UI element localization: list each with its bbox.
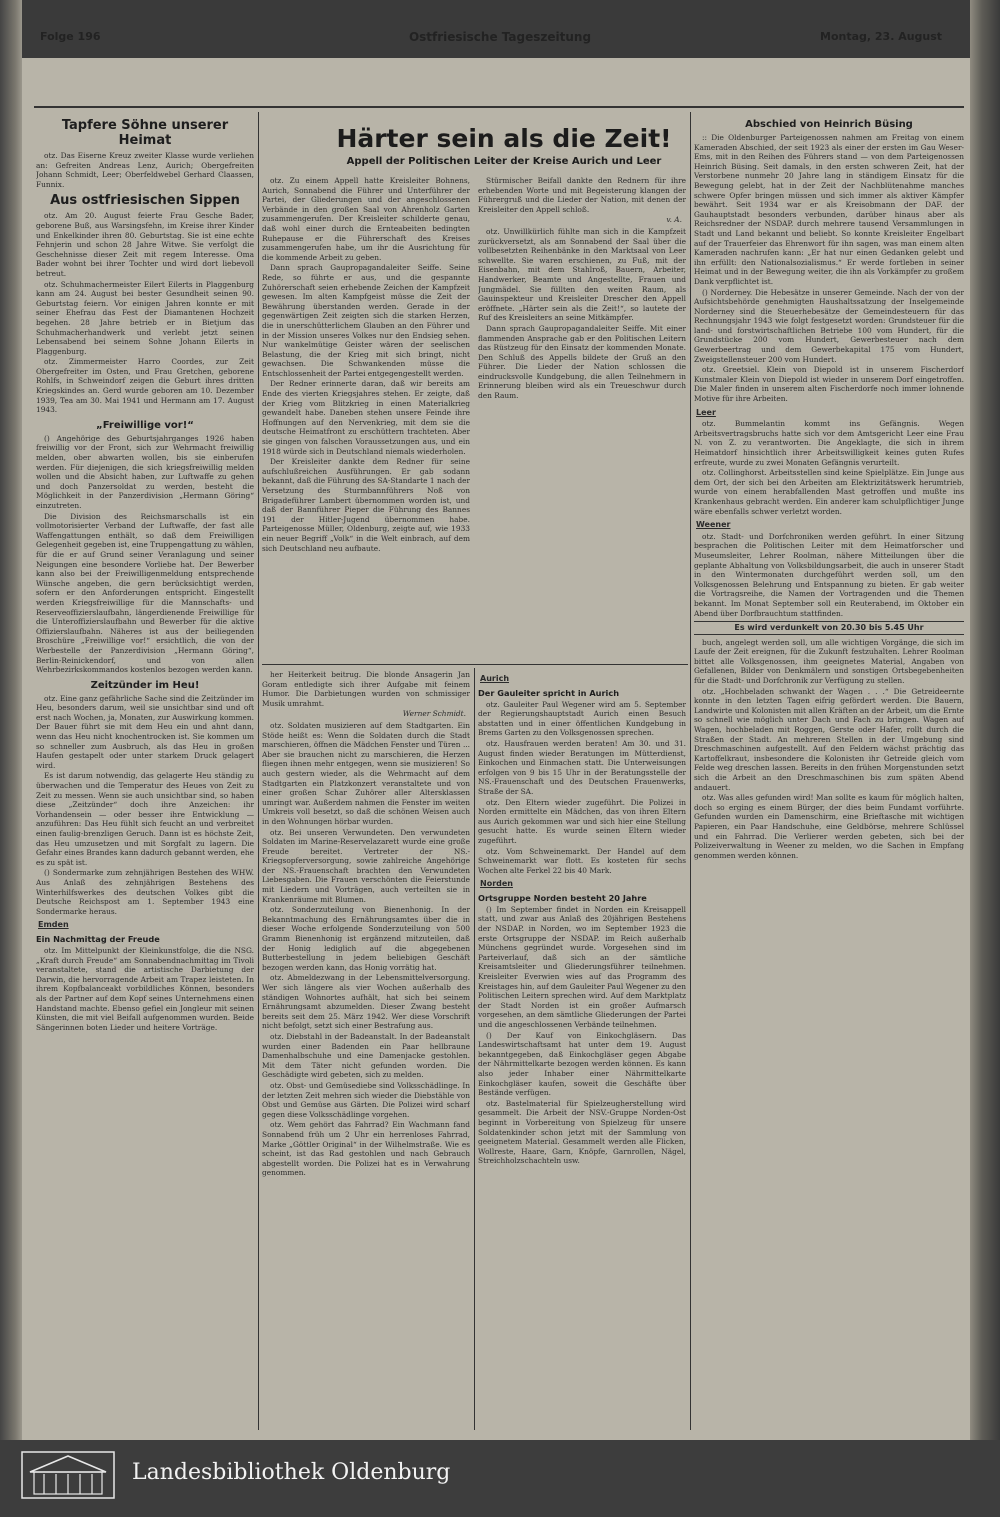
article-text: otz. Abmeldezwang in der Lebensmittelversorgung. Wer sich längere als vier Wochen außerhalb des ständigen Wohnortes aufhält, hat sich bei seinem Ernährungsamt abzumelden. Dieser Zwang besteht bereits seit dem 25. März 1942. Wer diese Vorschrift nicht befolgt, setzt sich einer Bestrafung aus. [262, 973, 470, 1031]
column-center-right [478, 670, 686, 1430]
section-label: Emden [38, 920, 69, 930]
article-text: otz. Bastelmaterial für Spielzeugherstellung wird gesammelt. Die Arbeit der NSV.-Gruppe Norden-Ost beginnt in Vorbereitung von Spielzeug für unsere Soldatenkinder schon jetzt mit der Sammlung von geeignetem Material. Gesammelt werden alle Flicken, Wollreste, Haare, Garn, Knöpfe, Garnrollen, Nägel, Streichholzschachteln usw. [478, 1098, 686, 1166]
article-text: otz. Das Eiserne Kreuz zweiter Klasse wurde verliehen an: Gefreiten Andreas Lenz, Aurich; Obergefreiten Johann Schmidt, Leer; Oberfeldwebel Gerhard Claassen, Funnix. [36, 151, 254, 189]
masthead-rule [34, 106, 964, 108]
article-text: otz. Was alles gefunden wird! Man sollte es kaum für möglich halten, doch so erging es einem Bürger, der dies beim Fundamt vorführte. Gefunden wurden ein Damenschirm, eine Brieftasche mit wichtigen Papieren, ein Paar Handschuhe, eine Geldbörse, mehrere Schlüssel und ein Fahrrad. Die Verlierer werden gebeten, sich bei der Polizeiverwaltung in Weener zu melden, wo die Sachen in Empfang genommen werden können. [694, 793, 964, 860]
article-text: Stürmischer Beifall dankte den Rednern für ihre erhebenden Worte und mit Begeisterung klangen der Führergruß und die Lieder der Nation, mit denen der Kreisleiter den Appell schloß. [478, 176, 686, 214]
section-label: Norden [480, 879, 513, 889]
column-rule [690, 112, 691, 1430]
article-headline: Ortsgruppe Norden besteht 20 Jahre [478, 892, 647, 903]
article-headline: Abschied von Heinrich Büsing [745, 119, 913, 130]
article-text: otz. Bei unseren Verwundeten. Den verwundeten Soldaten im Marine-Reservelazarett wurde eine große Freude bereitet. Vertreter der NS.-Kriegsopferversorgung, sowie zahlreiche Angehörige der NS.-Frauenschaft brachten den Verwundeten Liebesgaben. Die Frauen verschönten die Feierstunde mit Liedern und Vorträgen, auch verteilten sie in Krankenräume mit Blumen. [262, 827, 470, 904]
article-text: otz. Gauleiter Paul Wegener wird am 5. September der Regierungshauptstadt Aurich einen Besuch abstatten und in einer öffentlichen Kundgebung in Brems Garten zu den Volksgenossen sprechen. [478, 699, 686, 738]
library-name: Landesbibliothek Oldenburg [132, 1460, 451, 1485]
article-text: otz. Stadt- und Dorfchroniken werden geführt. In einer Sitzung besprachen die Politischen Leiter mit dem Heimatforscher und Museumsleiter, Lehrer Roolman, nähere Mitteilungen über die geplante Abhaltung von Volksbildungsarbeit, die auch in unserer Stadt in den Wintermonaten durchgeführt werden soll, um den Volksgenossen Belehrung und Entspannung zu bieten. Er gab weiter die Vortragsreihe, die Namen der Vortragenden und die Themen bekannt. Im Monat September soll ein Reuterabend, im Oktober ein Abend über Dorfbrauchtum stattfinden. [694, 531, 964, 618]
byline: v. A. [666, 215, 682, 225]
page-edge [970, 0, 1000, 1440]
article-headline: Ein Nachmittag der Freude [36, 933, 160, 944]
article-text: otz. Obst- und Gemüsediebe sind Volksschädlinge. In der letzten Zeit mehren sich wieder die Diebstähle von Obst und Gemüse aus Gärten. Die Polizei wird scharf gegen diese Volksschädlinge vorgehen. [262, 1080, 470, 1119]
article-text: () Der Kauf von Einkochgläsern. Das Landeswirtschaftsamt hat unter dem 19. August bekanntgegeben, daß Einkochgläser gegen Abgabe der Nährmittelkarte bezogen werden können. Es kann also jeder Inhaber einer Nährmittelkarte Einkochgläser kaufen, soweit die Geschäfte über Bestände verfügen. [478, 1030, 686, 1098]
article-text: otz. Wem gehört das Fahrrad? Ein Wachmann fand Sonnabend früh um 2 Uhr ein herrenloses Fahrrad, Marke „Göttler Original“ in der Wilhelmstraße. Wie es scheint, ist das Rad gestohlen und nach Gebrauch abgestellt worden. Die Polizei hat es in Verwahrung genommen. [262, 1120, 470, 1178]
library-building-icon [20, 1450, 116, 1500]
article-text: otz. Am 20. August feierte Frau Gesche Bader, geborene Buß, aus Warsingsfehn, im Kreise ihrer Kinder und Enkelkinder ihren 80. Geburtstag. Sie ist eine echte Fehnjerin und schon 28 Jahre Witwe. Sie verfolgt die Geschehnisse dieser Zeit mit regem Interesse. Oma Bader wohnt bei ihrer Tochter und wird dort liebevoll betreut. [36, 211, 254, 278]
article-text: otz. „Hochbeladen schwankt der Wagen . . .“ Die Getreideernte konnte in den letzten Tagen eifrig gefördert werden. Die Bauern, Landwirte und Kolonisten mit allen Kräften an der Arbeit, um die Ernte so schnell wie möglich unter Dach und Fach zu bringen. Wagen auf Wagen, hochbeladen mit Roggen, Gerste oder Hafer, rollt durch die Straßen der Stadt. An mehreren Stellen in der Umgebung sind Dreschmaschinen aufgestellt. Auf den Feldern wächst prächtig das Kartoffelkraut, insbesondere die Kolonisten ihr Getreide gleich vom Felde weg dreschen lassen. Bereits in den frühen Morgenstunden setzt sich die Arbeit an den Dreschmaschinen bis zum späten Abend andauert. [694, 686, 964, 792]
article-text: otz. Sonderzuteilung von Bienenhonig. In der Bekanntmachung des Ernährungsamtes über die in dieser Woche erfolgende Sonderzuteilung von 500 Gramm Bienenhonig ist ergänzend mitzuteilen, daß der Honig lediglich auf die abgegebenen Butterbestellung in jedem beliebigen Geschäft bezogen werden kann, das Honig vorrätig hat. [262, 905, 470, 972]
issue-number: Folge 196 [40, 30, 101, 43]
section-label: Weener [696, 520, 731, 530]
article-text: otz. Vom Schweinemarkt. Der Handel auf dem Schweinemarkt war flott. Es kosteten für sechs Wochen alte Ferkel 22 bis 40 Mark. [478, 846, 686, 875]
article-text: otz. Soldaten musizieren auf dem Stadtgarten. Ein Stöde heißt es: Wenn die Soldaten durch die Stadt marschieren, öffnen die Mädchen Fenster und Türen ... Aber sie brauchen nicht zu marschieren, die Herzen fliegen ihnen mehr entgegen, wenn sie musizieren! So auch gestern wieder, als die Wehrmacht auf dem Stadtgarten ein Platzkonzert veranstaltete und von einer großen Schar Zuhörer aller Altersklassen umringt war. Außerdem nahmen die Fenster im weiten Umkreis voll besetzt, so daß die schönen Weisen auch in den Wohnungen hörbar wurden. [262, 720, 470, 826]
column-center-left [262, 670, 470, 1430]
article-text: () Im September findet in Norden ein Kreisappell statt, und zwar aus Anlaß des 20jährigen Bestehens der NSDAP. in Norden, wo im September 1923 die erste Ortsgruppe der NSDAP. im Reich außerhalb Münchens gegründet wurde. Vorgesehen sind im Parteiverlauf, daß sich an der sämtliche Kreisamtsleiter und Gliederungsführer teilnehmen. Kreisleiter Everwien wies auf das Programm des Kreistages hin, auf dem Gauleiter Paul Wegener zu den Politischen Leitern sprechen wird. Auf dem Marktplatz der Stadt Norden ist ein großer Aufmarsch vorgesehen, an dem sämtliche Gliederungen der Partei und die angeschlossenen Verbände teilnehmen. [478, 904, 686, 1029]
article-text: otz. Hausfrauen werden beraten! Am 30. und 31. August finden wieder Beratungen im Mütterdienst, Einkochen und Einmachen statt. Die Unterweisungen erfolgen von 9 bis 15 Uhr in der Beratungsstelle der NS.-Frauenschaft und des Deutschen Frauenwerks, Straße der SA. [478, 738, 686, 796]
article-headline: Aus ostfriesischen Sippen [50, 193, 240, 209]
article-text: Dann sprach Gaupropagandaleiter Seiffe. Mit einer flammenden Ansprache gab er den Politischen Leitern das Rüstzeug für den Einsatz der kommenden Monate. Den Schluß des Appells bildete der Gruß an den Führer. Die Lieder der Nation schlossen die eindrucksvolle Kundgebung, die allen Teilnehmern in Erinnerung bleiben wird als ein Treueschwur durch den Raum. [478, 323, 686, 401]
main-article-col-b [478, 176, 686, 660]
article-text: :: Die Oldenburger Parteigenossen nahmen am Freitag von einem Kameraden Abschied, der seit 1923 als einer der ersten im Gau Weser-Ems, mit in den Reihen des Führers stand — von dem Parteigenossen Heinrich Büsing. Seit damals, in den ersten schweren Zeit, hat der Verstorbene nunmehr 20 Jahre lang in ständigem Einsatz für die Bewegung gelebt, hat in der Zeit der Nachblütenahme manches schwere Opfer bringen müssen und sich immer als aktiver Kämpfer bewährt. Seit 1934 war er als Kreisobmann der DAF. der Gauhauptstadt besonders verbunden, darüber hinaus aber als Reichsredner der NSDAP. durch mehrere tausend Versammlungen in Stadt und Land bekannt und beliebt. So konnte Kreisleiter Engelbart auf der Trauerfeier das Ehrenwort für ihn sagen, was man einem alten Kameraden nachrufen kann: „Er hat nur einen Gedanken gelebt und ihn erfüllt: den Nationalsozialismus.“ Er werde fortleben in seiner Heimat und in der Bewegung weiter, die ihn als Vorkämpfer zu großem Dank verpflichtet ist. [694, 133, 964, 286]
article-text: her Heiterkeit beitrug. Die blonde Ansagerin Jan Goram entledigte sich ihrer Aufgabe mit feinem Humor. Die Darbietungen wurden von schmissiger Musik umrahmt. [262, 670, 470, 708]
article-text: Dann sprach Gaupropagandaleiter Seiffe. Seine Rede, so führte er aus, und die gespannte Zuhörerschaft seien erhebende Zeichen der Kampfzeit gewesen. Im alten Kampfgeist müsse die Zeit der Bewährung überstanden werden. Gerade in der gegenwärtigen Zeit zeigten sich die starken Herzen, die in unerschütterlichem Glauben an den Führer und in der Mission unseres Volkes nur den Endsieg sehen. Nur wankelmütige Geister wären der seelischen Belastung, die der Krieg mit sich bringt, nicht gewachsen. Die Schwankenden müsse die Entschlossenheit der Partei entgegengestellt werden. [262, 263, 470, 378]
article-text: Der Kreisleiter dankte dem Redner für seine aufschlußreichen Ausführungen. Er gab sodann bekannt, daß die Führung des SA-Standarte 1 nach der Versetzung des Sturmbannführers Noß von Brigadeführer Lambert übernommen worden ist, und daß der Bannführer Pieper die Führung des Bannes 191 der Hitler-Jugend übernommen habe. Parteigenosse Müller, Oldenburg, zeigte auf, wie 1933 ein neuer Begriff „Volk“ in die Welt einbrach, auf dem sich Deutschland neu aufbaute. [262, 457, 470, 553]
article-text: otz. Bummelantin kommt ins Gefängnis. Wegen Arbeitsvertragsbruchs hatte sich vor dem Amtsgericht Leer eine Frau N. von Z. zu verantworten. Die Angeklagte, die sich in ihrem Heimatdorf hinsichtlich ihrer Arbeitswilligkeit keines guten Rufes erfreute, wurde zu zwei Monaten Gefängnis verurteilt. [694, 419, 964, 467]
article-text: otz. Zu einem Appell hatte Kreisleiter Bohnens, Aurich, Sonnabend die Führer und Unterführer der Partei, der Gliederungen und der angeschlossenen Verbände in den großen Saal von Ahrenholz Garten zusammengerufen. Der Kreisleiter schilderte genau, daß wohl einer durch die Ernteabeiten bedingten Ruhepause er die Führerschaft des Kreises zusammengerufen habe, um ihr die Ausrichtung für die kommende Arbeit zu geben. [262, 176, 470, 262]
article-headline: Zeitzünder im Heu! [90, 679, 200, 691]
article-text: otz. Diebstahl in der Badeanstalt. In der Badeanstalt wurden einer Badenden ein Paar hellbraune Damenhalbschuhe und eine Damenjacke gestohlen. Mit dem Täter nicht gefunden worden. Die Geschädigte wird gebeten, sich zu melden. [262, 1031, 470, 1080]
article-text: otz. Im Mittelpunkt der Kleinkunstfolge, die die NSG. „Kraft durch Freude“ am Sonnabendnachmittag im Tivoli veranstaltete, stand die artistische Darbietung der Darwin, die hervorragende Arbeit am Trapez leisteten. In ihrem Kopfbalanceakt vorbildliches Können, besonders als der Partner auf dem Kopf seines Unternehmens einen Handstand machte. Ebenso gefiel ein Jongleur mit seinen Künsten, die mit viel Beifall aufgenommen wurden. Beide Sängerinnen boten Lieder und heitere Vorträge. [36, 945, 254, 1032]
column-left [36, 114, 254, 1430]
article-text: otz. Greetsiel. Klein von Diepold ist in unserem Fischerdorf Kunstmaler Klein von Diepold ist wieder in unserem Dorf eingetroffen. Die Maler finden in unserem alten Fischerdorfe noch immer lohnende Motive für ihre Arbeiten. [694, 365, 964, 404]
issue-date: Montag, 23. August [820, 30, 943, 43]
article-headline: Tapfere Söhne unserer Heimat [61, 118, 229, 148]
main-headline: Härter sein als die Zeit! [336, 124, 672, 153]
article-text: otz. Schuhmachermeister Eilert Eilerts in Plaggenburg kann am 24. August bei bester Gesundheit seinen 90. Geburtstag feiern. Vor einigen Jahren konnte er mit seiner Ehefrau das Fest der Diamantenen Hochzeit begehen. 28 Jahre betrieb er in Bietjum das Schuhmacherhandwerk und verlebt jetzt seinen Lebensabend bei seinem Sohne Johann Eilerts in Plaggenburg. [36, 279, 254, 356]
article-text: otz. Zimmermeister Harro Coordes, zur Zeit Obergefreiter im Osten, und Frau Gretchen, geborene Rohlfs, in Schweindorf zeigen die Geburt ihres dritten Kriegskindes an. Gerd wurde geboren am 10. Dezember 1939, Tea am 30. Mai 1941 und Hermann am 17. August 1943. [36, 357, 254, 415]
section-rule [262, 664, 688, 665]
article-text: Der Redner erinnerte daran, daß wir bereits am Ende des vierten Kriegsjahres stehen. Er zeigte, daß der Krieg vom Blitzkrieg in einen Materialkrieg gewandelt habe. Daneben stehen unsere Feinde ihre Hoffnungen auf den Nervenkrieg, mit dem sie die deutsche Heimatfront zu erschüttern trachteten. Aber sie gingen von falschen Voraussetzungen aus, und ein 1918 würde sich in Deutschland niemals wiederholen. [262, 379, 470, 456]
article-headline: Der Gauleiter spricht in Aurich [478, 687, 620, 698]
article-text: Es ist darum notwendig, das gelagerte Heu ständig zu überwachen und die Temperatur des Heues von Zeit zu Zeit zu messen. Wenn sie auch unsichtbar sind, so haben diese „Zeitzünder“ doch ihre Anzeichen: ihr Vorhandensein — oder besser ihre Entwicklung — anzuführen: Das Heu fühlt sich feucht an und verbreitet einen faulig-brenzligen Geruch. Dann ist es höchste Zeit, das Heu umzusetzen und mit Sorgfalt zu lagern. Die Gefahr eines Brandes kann dadurch gebannt werden, ehe es zu spät ist. [36, 771, 254, 867]
article-text: () Norderney. Die Hebesätze in unserer Gemeinde. Nach der von der Aufsichtsbehörde genehmigten Haushaltssatzung der Inselgemeinde Norderney sind die Steuerhebesätze der Gemeindesteuern für das Rechnungsjahr 1943 wie folgt festgesetzt worden: Grundsteuer für die land- und forstwirtschaftlichen Betriebe 100 vom Hundert, für die Grundstücke 200 vom Hundert, Gewerbesteuer nach dem Gewerbeertrag und dem Gewerbekapital 175 vom Hundert, Zweigstellensteuer 200 vom Hundert. [694, 287, 964, 364]
article-headline: „Freiwillige vor!“ [96, 419, 194, 431]
column-right [694, 114, 964, 1430]
column-rule [474, 668, 475, 1430]
library-footer [0, 1440, 1000, 1517]
article-text: Die Division des Reichsmarschalls ist ein vollmotorisierter Verband der Luftwaffe, der fast alle Waffengattungen enthält, so daß dem Freiwilligen Gelegenheit gegeben ist, eine Truppengattung zu wählen, für die er auf Grund seiner Veranlagung und seiner Neigungen eine besondere Vorliebe hat. Der Bewerber kann also bei der Freiwilligenmeldung entsprechende Wünsche angeben, die gern berücksichtigt werden, sofern er den Anforderungen entspricht. Eingestellt werden Kriegsfreiwillige für die Mannschafts- und Reserveoffizierslaufbahn, längerdienende Freiwillige für die Unteroffizierslaufbahn und Bewerber für die aktive Offizierslaufbahn. Näheres ist aus der beiliegenden Broschüre „Freiwillige vor!“ ersichtlich, die von der Werbestelle der Panzerdivision „Hermann Göring“, Berlin-Reinickendorf, und von allen Wehrbezirkskommandos kostenlos bezogen werden kann. [36, 511, 254, 675]
book-spine [0, 0, 22, 1440]
section-label: Leer [696, 407, 716, 417]
newspaper-title: Ostfriesische Tageszeitung [408, 30, 592, 44]
article-text: otz. Unwillkürlich fühlte man sich in die Kampfzeit zurückversetzt, als am Sonnabend der Saal über die vollbesetzten Reihenbänke in den Marktsaal von Leer schwellte. Sie waren erschienen, zu Fuß, mit der Eisenbahn, mit dem Stahlroß, Bauern, Arbeiter, Handwerker, Beamte und Angestellte, Frauen und Jungmädel. Sie füllten den weiten Raum, als Gauinspekteur und Kreisleiter Drescher den Appell eröffnete. „Härter sein als die Zeit!“, so lautete der Ruf des Kreisleiters an seine Mitkämpfer. [478, 226, 686, 323]
article-text: otz. Eine ganz gefährliche Sache sind die Zeitzünder im Heu, besonders darum, weil sie unsichtbar sind und oft erst nach Wochen, ja, Monaten, zur Auswirkung kommen. Der Bauer führt sie mit dem Heu ein und ahnt dann, wenn das Heu nicht knochentrocken ist. Sie kommen um so schneller zum Ausbruch, als das Heu in großen Haufen gestapelt oder unter starkem Druck gelagert wird. [36, 693, 254, 770]
section-label: Aurich [480, 674, 510, 683]
main-article-col-a [262, 176, 470, 660]
article-text: otz. Collinghorst. Arbeitsstellen sind keine Spielplätze. Ein Junge aus dem Ort, der sich bei den Arbeiten am Elektrizitätswerk herumtrieb, wurde von einem herabfallenden Mast getroffen und mußte ins Krankenhaus gebracht werden. Ein anderer kam schulpflichtiger Junge wäre ebenfalls schwer verletzt worden. [694, 468, 964, 516]
article-text: otz. Den Eltern wieder zugeführt. Die Polizei in Norden ermittelte ein Mädchen, das von ihren Eltern aus Aurich gekommen war und sich hier eine Stellung gesucht hatte. Es wurde seinen Eltern wieder zugeführt. [478, 797, 686, 845]
article-text: () Angehörige des Geburtsjahrganges 1926 haben freiwillig vor der Front, sich zur Wehrmacht freiwillig melden, ober abwarten wollen, bis sie einberufen werden. Für diejenigen, die sich kriegsfreiwillig melden wollen und die Absicht haben, zur Luftwaffe zu gehen und doch Panzersoldat zu werden, besteht die Möglichkeit in der Panzerdivision „Hermann Göring“ einzutreten. [36, 433, 254, 510]
blackout-notice: Es wird verdunkelt von 20.30 bis 5.45 Uhr [694, 621, 964, 635]
main-subheadline: Appell der Politischen Leiter der Kreise Aurich und Leer [346, 156, 662, 167]
article-text: buch, angelegt werden soll, um alle wichtigen Vorgänge, die sich im Laufe der Zeit ereignen, für die Zukunft festzuhalten. Lehrer Roolman bittet alle Volksgenossen, ihm geeignetes Material, Angaben von Gefallenen, Bilder von Denkmälern und sonstigen Ortsbegebenheiten für die Stadt- und Dorfchronik zur Verfügung zu stellen. [694, 637, 964, 686]
column-rule [258, 112, 259, 1430]
article-text: () Sondermarke zum zehnjährigen Bestehen des WHW. Aus Anlaß des zehnjährigen Bestehens des Winterhilfswerkes des deutschen Volkes gibt die Deutsche Reichspost am 1. September 1943 eine Sondermarke heraus. [36, 868, 254, 916]
byline: Werner Schmidt. [402, 709, 466, 719]
